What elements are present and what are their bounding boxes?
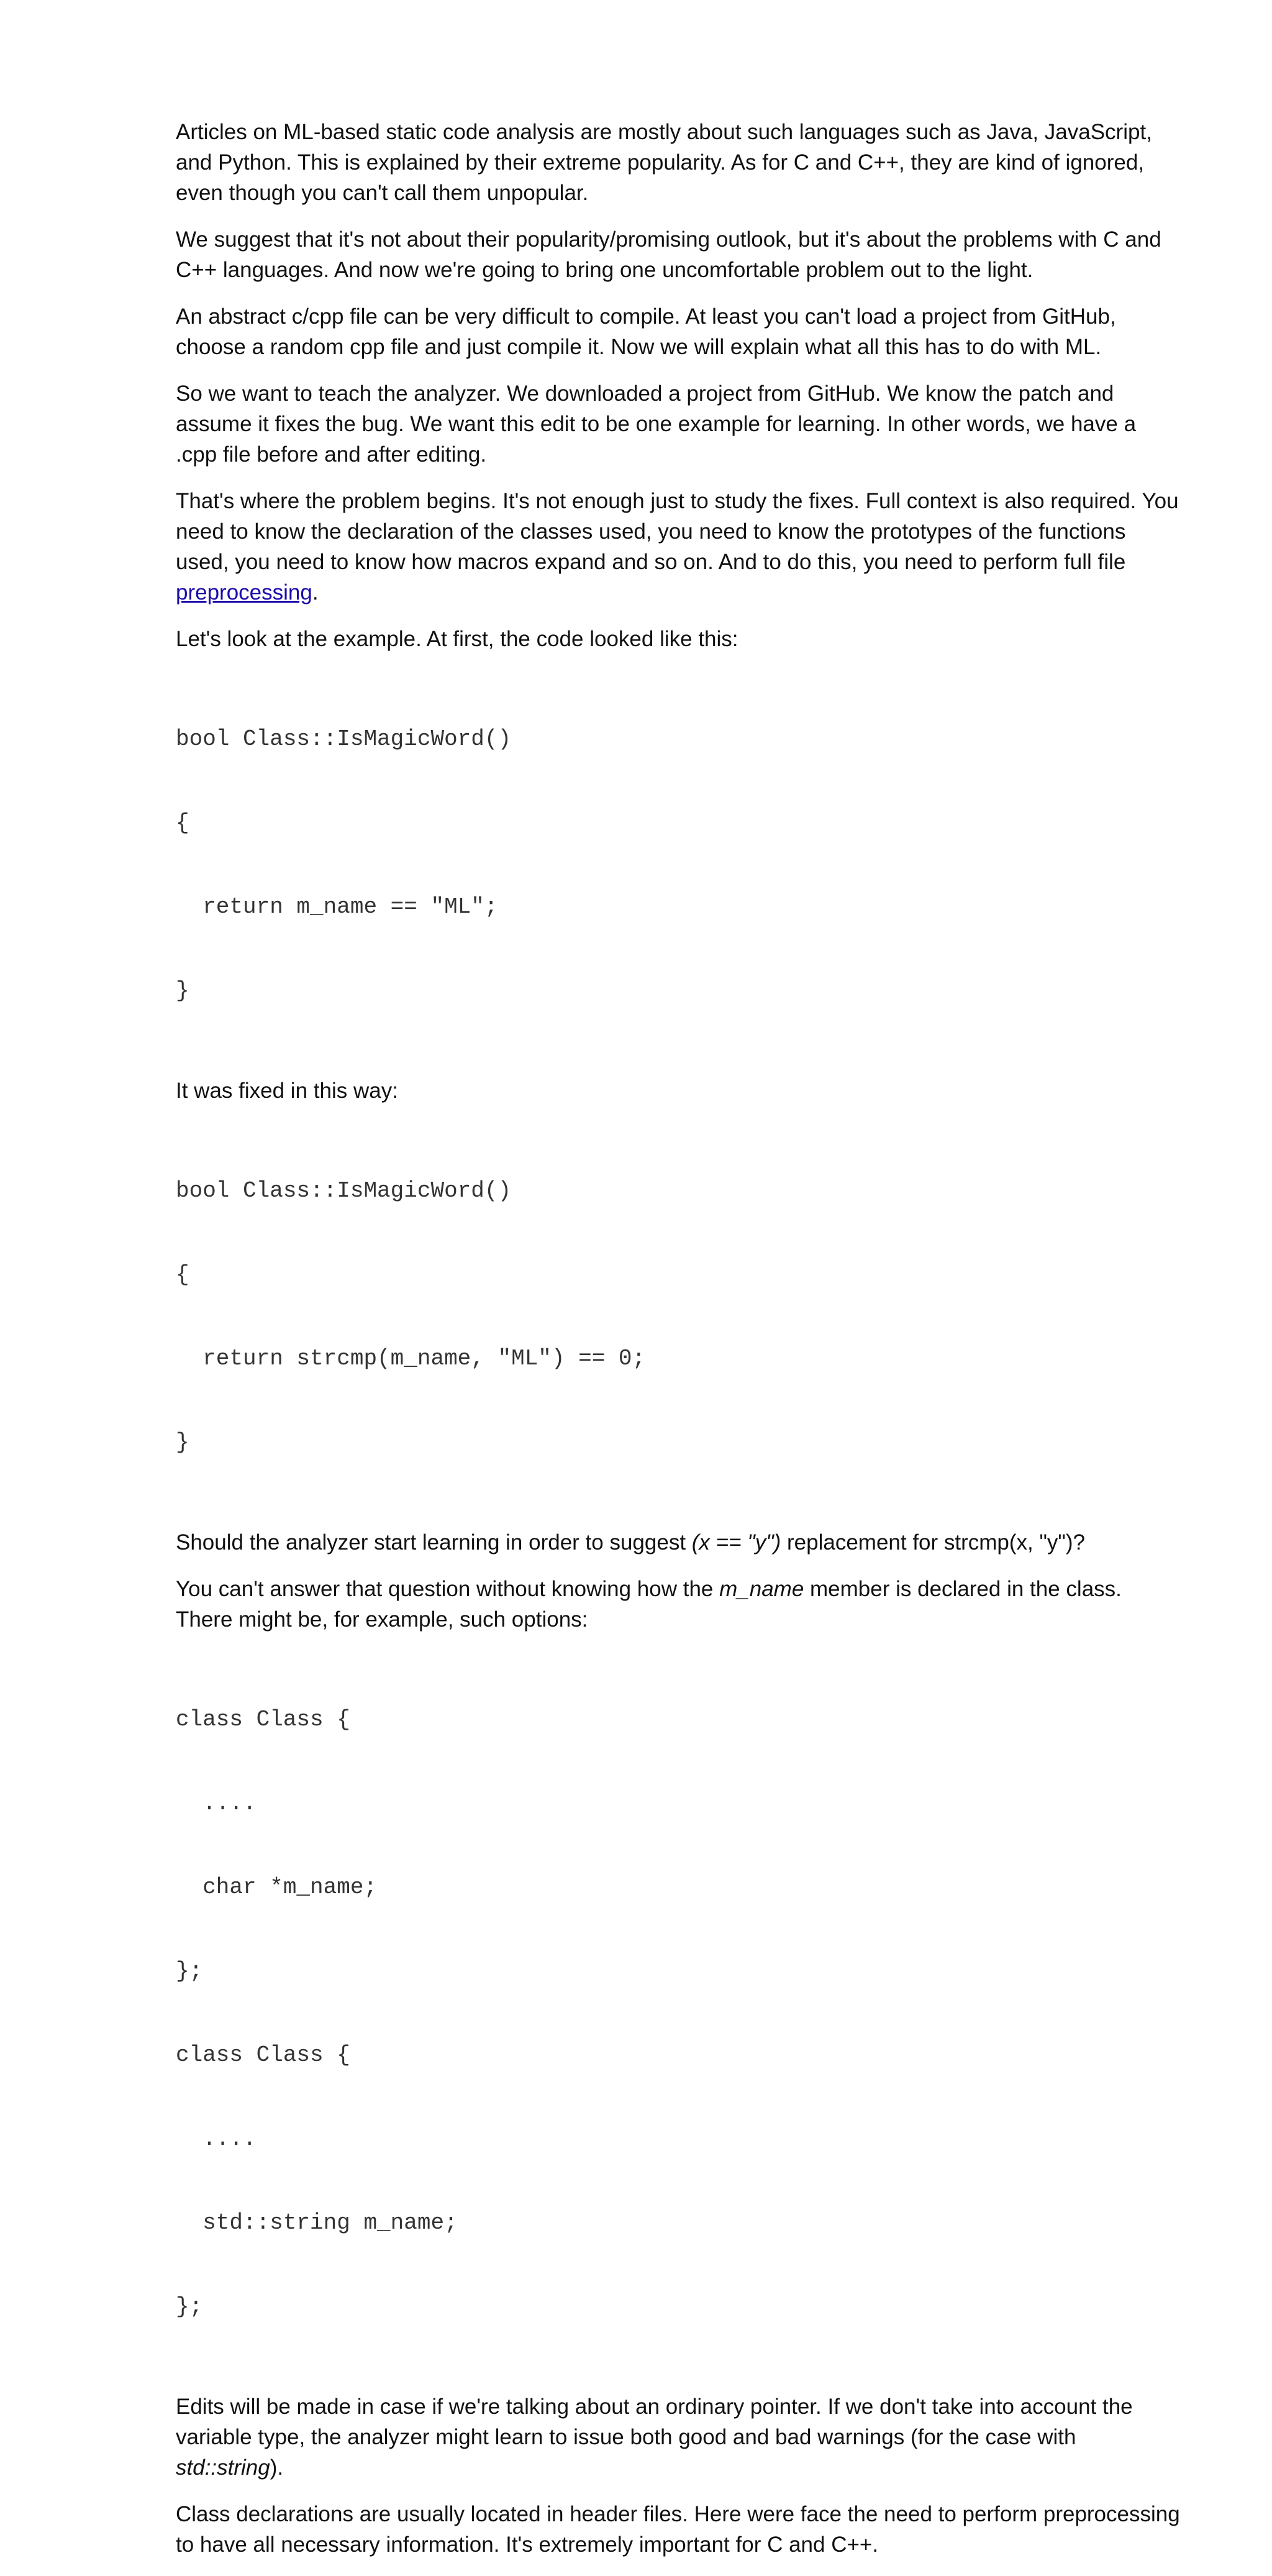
paragraph-question: [176, 1527, 1182, 1558]
code-line: }: [176, 978, 189, 1003]
edits-emphasis: std::string: [176, 2455, 270, 2480]
member-text-start: You can't answer that question without knowing how the: [176, 1577, 720, 1601]
paragraph-compile-difficulty: An abstract c/cpp file can be very difficult to compile. At least you can't load a project from GitHub, choose a random cpp file and just compile it. Now we will explain what all this has to do with ML.: [176, 304, 1116, 359]
question-text-start: Should the analyzer start learning in order to suggest: [176, 1530, 692, 1555]
code-line: ....: [176, 2126, 257, 2152]
member-emphasis: m_name: [719, 1577, 804, 1601]
member-text-end: member is declared in the class. There might be, for example, such options:: [176, 1577, 1122, 1632]
question-emphasis: (x == "y"): [691, 1530, 781, 1555]
edits-text-start: Edits will be made in case if we're talking about an ordinary pointer. If we don't take into account the variable type, the analyzer might learn to issue both good and bad warnings (for the case with: [176, 2395, 1133, 2449]
code-line: std::string m_name;: [176, 2210, 458, 2236]
code-line: return strcmp(m_name, "ML") == 0;: [176, 1346, 646, 1371]
code-line: bool Class::IsMagicWord(): [176, 1178, 512, 1204]
paragraph-fixed-intro: It was fixed in this way:: [176, 1079, 398, 1103]
question-text-end: replacement for strcmp(x, "y")?: [781, 1530, 1085, 1555]
paragraph-member-declaration: [176, 1574, 1182, 1635]
code-line: class Class {: [176, 1707, 350, 1732]
preprocessing-link[interactable]: preprocessing: [176, 580, 312, 605]
code-line: return m_name == "ML";: [176, 894, 498, 920]
code-block-after: [176, 1121, 1182, 1512]
code-line: {: [176, 1262, 189, 1287]
code-line: char *m_name;: [176, 1875, 378, 1900]
paragraph-example-intro: Let's look at the example. At first, the code looked like this:: [176, 627, 738, 651]
code-block-options: [176, 1650, 1182, 2377]
paragraph-problem-begins: [176, 486, 1182, 608]
paragraph-teach-analyzer: So we want to teach the analyzer. We downloaded a project from GitHub. We know the patch and assume it fixes the bug. We want this edit to be one example for learning. In other words, we have a .cpp file before and after editing.: [176, 381, 1137, 467]
paragraph-class-declarations: Class declarations are usually located in header files. Here were face the need to perform preprocessing to have all necessary information. It's extremely important for C and C++.: [176, 2502, 1180, 2557]
code-line: ....: [176, 1791, 257, 1816]
code-line: }: [176, 1430, 189, 1455]
code-line: class Class {: [176, 2042, 350, 2068]
paragraph-intro: Articles on ML-based static code analysis are mostly about such languages such as Java, JavaScript, and Python. This is explained by their extreme popularity. As for C and C++, they are kind of ignored, even though you can't call them unpopular.: [176, 120, 1152, 205]
paragraph-edits: [176, 2391, 1182, 2483]
code-block-before: [176, 669, 1182, 1061]
article-body: [176, 117, 1182, 2576]
edits-text-end: ).: [270, 2455, 284, 2480]
paragraph-problem-text: That's where the problem begins. It's not enough just to study the fixes. Full context is also required. You need to know the declaration of the classes used, you need to know the prototypes of the functions used, you need to know how macros expand and so on. And to do this, you need to perform full file: [176, 489, 1179, 574]
paragraph-suggestion: We suggest that it's not about their popularity/promising outlook, but it's about the problems with C and C++ languages. And now we're going to bring one uncomfortable problem out to the light.: [176, 227, 1161, 282]
code-line: bool Class::IsMagicWord(): [176, 726, 512, 752]
code-line: {: [176, 810, 189, 836]
code-line: };: [176, 2294, 203, 2319]
code-line: };: [176, 1958, 203, 1984]
paragraph-problem-end: .: [312, 580, 319, 605]
